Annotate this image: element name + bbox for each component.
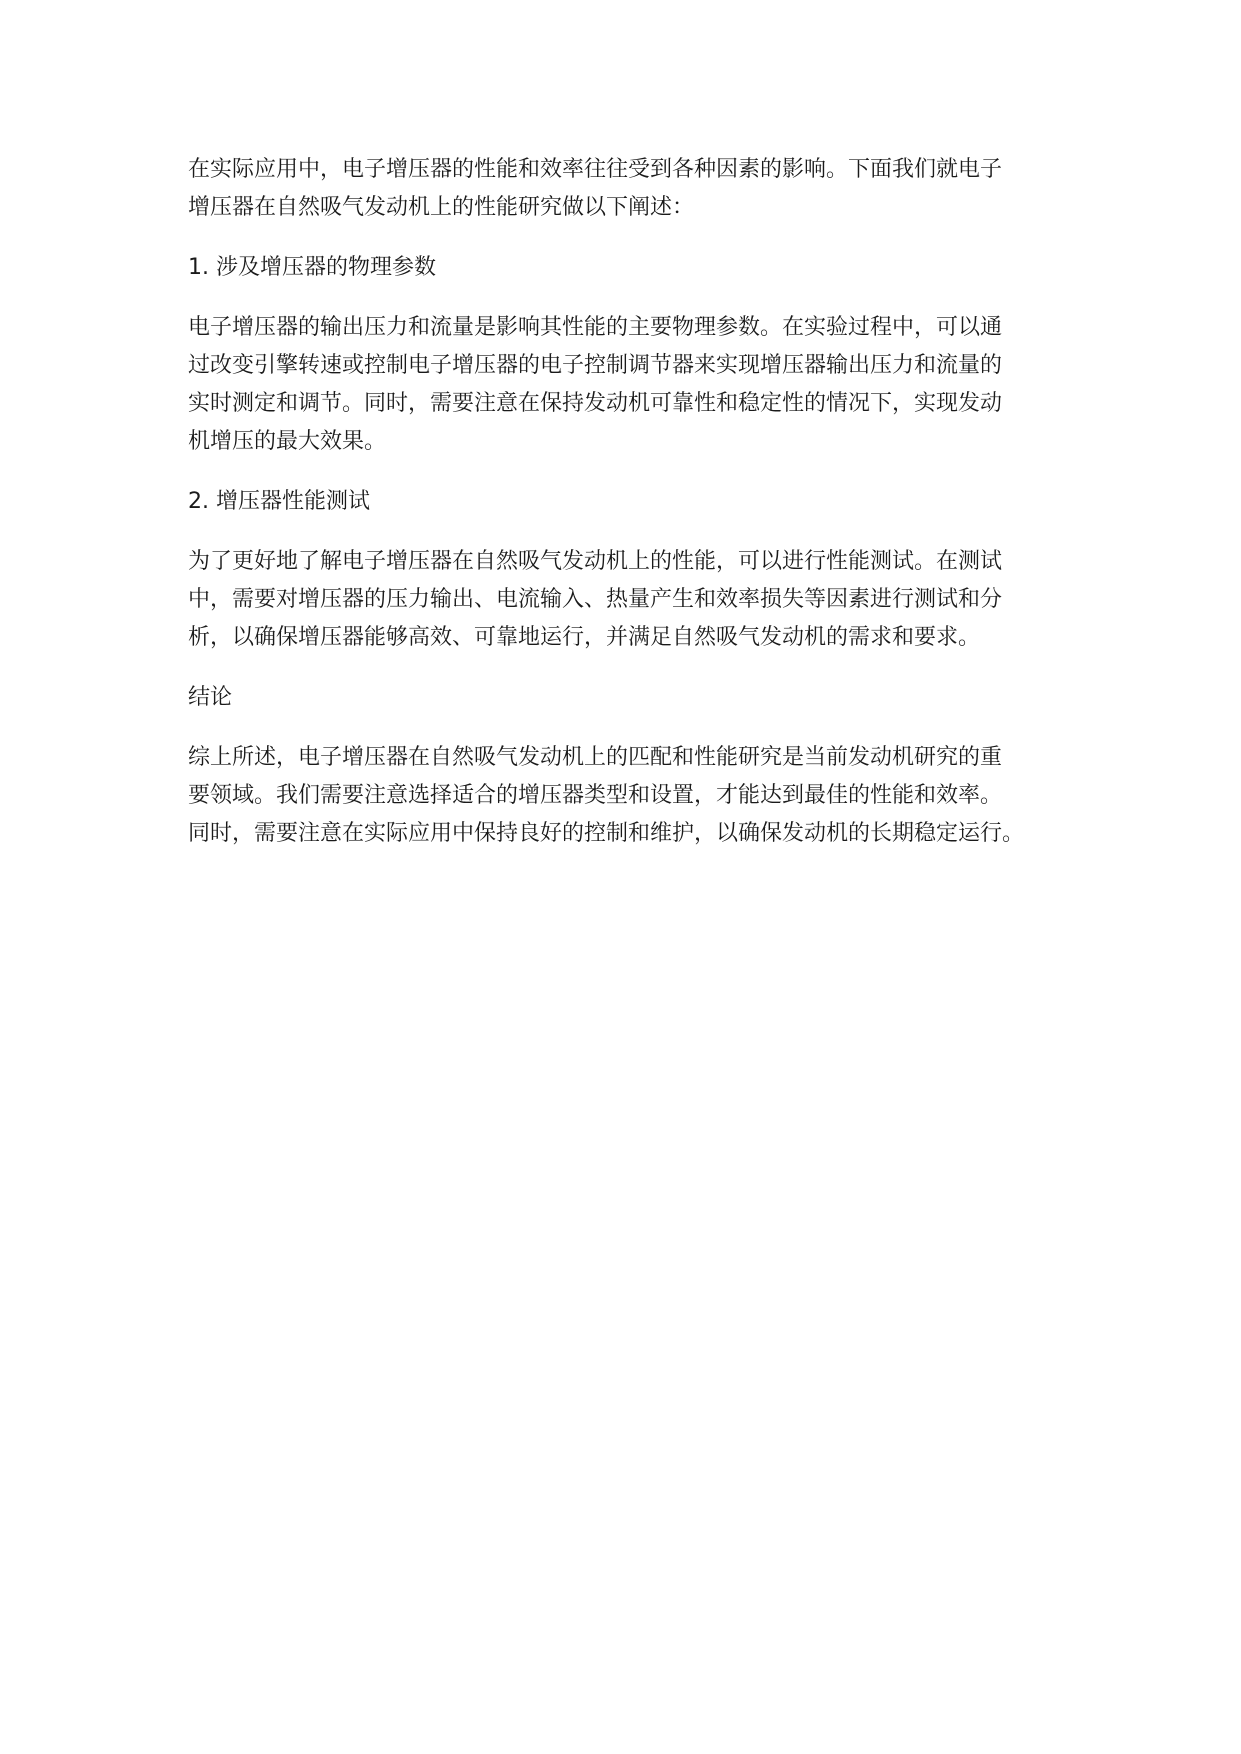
- conclusion-paragraph: 综上所述，电子增压器在自然吸气发动机上的匹配和性能研究是当前发动机研究的重 要领域。我们需要注意选择适合的增压器类型和设置，才能达到最佳的性能和效率。 同时，需要注意在实际应用中保持良好的控制和维护，以确保发动机的长期稳定运行。: [188, 745, 1025, 846]
- intro-paragraph: 在实际应用中，电子增压器的性能和效率往往受到各种因素的影响。下面我们就电子 增压器在自然吸气发动机上的性能研究做以下阐述：: [188, 157, 1003, 220]
- physical-params-paragraph: 电子增压器的输出压力和流量是影响其性能的主要物理参数。在实验过程中，可以通 过改变引擎转速或控制电子增压器的电子控制调节器来实现增压器输出压力和流量的 实时测定和调节。同时，需要注意在保持发动机可靠性和稳定性的情况下，实现发动 机增压的最大效果。: [188, 315, 1003, 454]
- section-heading-performance-test: 2. 增压器性能测试: [188, 489, 370, 514]
- document-body: [188, 151, 1078, 853]
- section-heading-physical-params: 1. 涉及增压器的物理参数: [188, 255, 436, 280]
- performance-test-paragraph: 为了更好地了解电子增压器在自然吸气发动机上的性能，可以进行性能测试。在测试 中，需要对增压器的压力输出、电流输入、热量产生和效率损失等因素进行测试和分 析，以确保增压器能够高效、可靠地运行，并满足自然吸气发动机的需求和要求。: [188, 549, 1003, 650]
- section-heading-conclusion: 结论: [188, 685, 233, 710]
